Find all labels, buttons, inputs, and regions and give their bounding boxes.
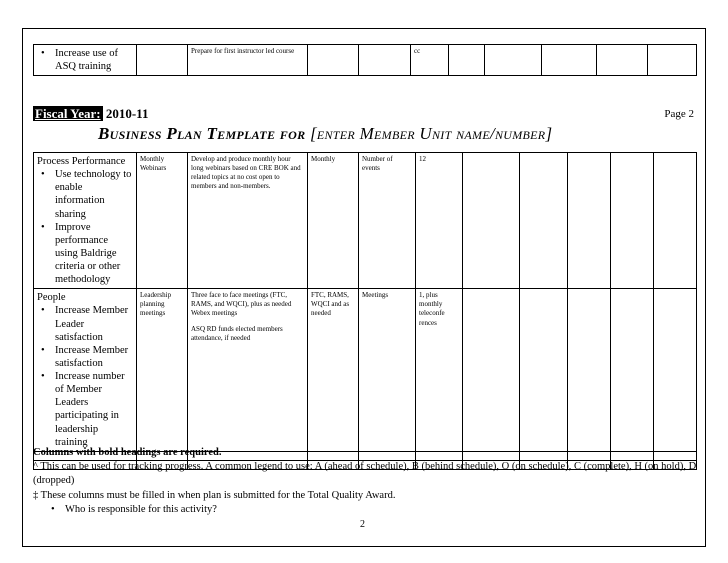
target-cell: 1, plus monthly teleconfe rences: [416, 289, 463, 452]
strategy-cell: Leadership planning meetings: [137, 289, 188, 452]
goal-bullet: • Use technology to enable information sharing: [55, 168, 133, 221]
table-row: [34, 153, 697, 289]
empty-cell: [542, 45, 597, 76]
caret-note: ^ This can be used for tracking progress. A common legend to use: A (ahead of schedule), B (behind schedule), O (on schedule), C (complete), H (on hold), D (dropped): [33, 461, 697, 487]
goal-cell: [34, 153, 137, 289]
goal-bullet: • Increase Member satisfaction: [55, 344, 133, 370]
measure-cell: Meetings: [359, 289, 416, 452]
frequency-cell: Monthly: [308, 153, 359, 289]
empty-cell: [654, 153, 697, 289]
plan-table: [33, 152, 697, 470]
empty-cell: [485, 45, 542, 76]
empty-cell: [520, 153, 568, 289]
empty-cell: [611, 289, 654, 452]
activity-text: Three face to face meetings (FTC, RAMS, and WQCI), plus as needed Webex meetings: [191, 291, 292, 318]
strategy-cell: [137, 45, 188, 76]
goal-bullet: • Increase Member Leader satisfaction: [55, 304, 133, 343]
target-cell: cc: [411, 45, 449, 76]
empty-cell: [568, 153, 611, 289]
title-bracket: [enter Member Unit name/number]: [309, 124, 553, 143]
empty-cell: [654, 289, 697, 452]
empty-cell: [648, 45, 697, 76]
frequency-cell: [308, 45, 359, 76]
activity-text: ASQ RD funds elected members attendance, if needed: [191, 324, 283, 342]
empty-cell: [463, 153, 520, 289]
empty-cell: [463, 289, 520, 452]
responsibility-note: • Who is responsible for this activity?: [65, 503, 703, 517]
activity-cell: [188, 289, 308, 452]
empty-cell: [597, 45, 648, 76]
footer-page-number: 2: [360, 519, 365, 530]
empty-cell: [568, 289, 611, 452]
goal-cell: [34, 289, 137, 452]
measure-cell: Number of events: [359, 153, 416, 289]
goal-category: People: [37, 292, 66, 304]
double-dagger-note: ‡ These columns must be filled in when plan is submitted for the Total Quality Award.: [33, 489, 396, 501]
notes: [33, 446, 703, 517]
table-row: [34, 45, 697, 76]
activity-cell: [188, 153, 308, 289]
top-table: [33, 44, 697, 76]
frequency-cell: FTC, RAMS, WQCI and as needed: [308, 289, 359, 452]
goal-category: Process Performance: [37, 156, 126, 167]
fiscal-year-label: Fiscal Year:: [35, 106, 101, 121]
page-title: [98, 124, 552, 144]
required-note: Columns with bold headings are required.: [33, 447, 222, 458]
target-cell: 12: [416, 153, 463, 289]
empty-cell: [520, 289, 568, 452]
empty-cell: [449, 45, 485, 76]
goal-cell: [34, 45, 137, 76]
goal-bullet: • Improve performance using Baldrige criteria or other methodology: [55, 221, 133, 287]
fiscal-year: [33, 106, 148, 122]
fiscal-year-value: 2010-11: [102, 106, 149, 121]
goal-bullet: • Increase number of Member Leaders participating in leadership training: [55, 370, 133, 449]
page-label: Page 2: [664, 108, 694, 120]
title-main: Business Plan Template for: [98, 124, 306, 143]
goal-bullet: • Increase use of ASQ training: [55, 47, 133, 73]
empty-cell: [611, 153, 654, 289]
activity-cell: Prepare for first instructor led course: [188, 45, 308, 76]
measure-cell: [359, 45, 411, 76]
strategy-cell: Monthly Webinars: [137, 153, 188, 289]
table-row: [34, 289, 697, 452]
activity-text: Develop and produce monthly hour long webinars based on CRE BOK and related topics at no cost open to members and non-members.: [191, 155, 301, 191]
